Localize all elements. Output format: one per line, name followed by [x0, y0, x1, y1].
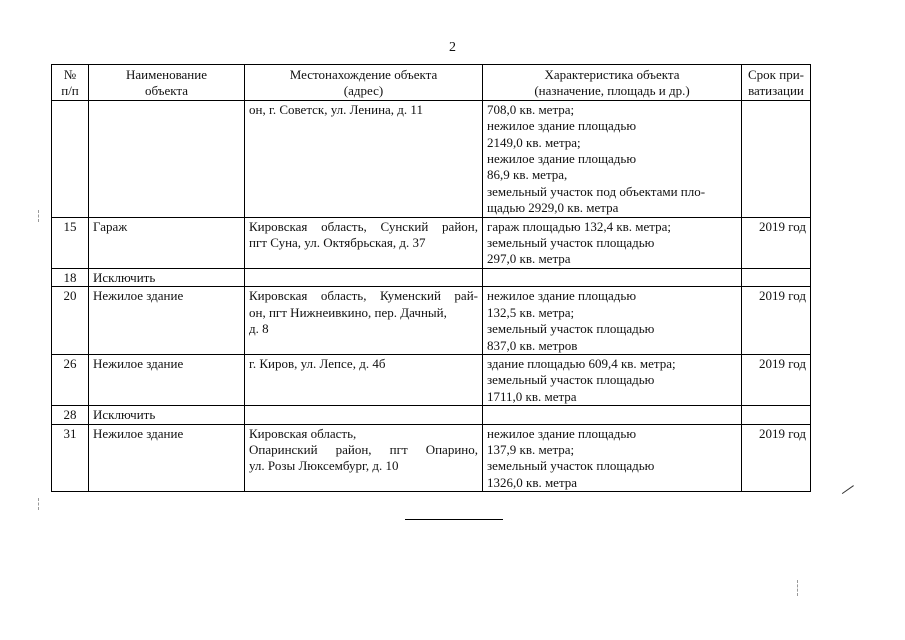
row-num: 18: [52, 268, 89, 286]
row-address: [245, 287, 483, 355]
row-name: Нежилое здание: [89, 287, 245, 355]
table-row: [52, 268, 811, 286]
header-num-line-1: №: [63, 67, 77, 82]
table-row: [52, 424, 811, 492]
row-term: [742, 406, 811, 424]
table-row: [52, 354, 811, 405]
table-row: [52, 406, 811, 424]
row-characteristics: [483, 354, 742, 405]
header-name: [89, 65, 245, 101]
row-characteristics: [483, 406, 742, 424]
table-row: [52, 217, 811, 268]
characteristics-line: 1711,0 кв. метра: [487, 388, 577, 404]
header-name-line-2: объекта: [144, 83, 189, 99]
header-term: [742, 65, 811, 101]
row-num: 26: [52, 354, 89, 405]
row-name: [89, 100, 245, 217]
table-row: [52, 287, 811, 355]
row-characteristics: [483, 100, 742, 217]
row-num: 15: [52, 217, 89, 268]
characteristics-line: 297,0 кв. метра: [487, 251, 571, 267]
scan-mark: [38, 498, 39, 510]
characteristics-line: земельный участок под объектами пло-: [487, 183, 706, 199]
footer-separator-line: [405, 519, 503, 520]
characteristics-line: щадью 2929,0 кв. метра: [487, 200, 619, 216]
row-name: Гараж: [89, 217, 245, 268]
characteristics-line: земельный участок площадью: [487, 458, 655, 474]
header-address-line-1: Местонахождение объекта: [289, 67, 438, 82]
row-name: Исключить: [89, 268, 245, 286]
row-term: 2019 год: [742, 287, 811, 355]
row-term: [742, 100, 811, 217]
privatization-objects-table: [51, 64, 811, 492]
header-num: [52, 65, 89, 101]
row-address: [245, 217, 483, 268]
header-term-line-1: Срок при-: [748, 67, 804, 82]
row-num: 20: [52, 287, 89, 355]
row-term: 2019 год: [742, 217, 811, 268]
address-line: Кировская область, Куменский рай-: [249, 288, 478, 304]
characteristics-line: нежилое здание площадью: [487, 288, 637, 304]
header-term-line-2: ватизации: [748, 83, 804, 99]
header-characteristics-line-1: Характеристика объекта: [544, 67, 680, 82]
address-line: пгт Суна, ул. Октябрьская, д. 37: [249, 235, 426, 251]
table-header-row: [52, 65, 811, 101]
characteristics-line: 132,5 кв. метра;: [487, 304, 575, 320]
row-address: [245, 406, 483, 424]
characteristics-line: 137,9 кв. метра;: [487, 441, 575, 457]
header-characteristics-line-2: (назначение, площадь и др.): [534, 83, 690, 99]
row-address: [245, 354, 483, 405]
header-address-line-2: (адрес): [343, 83, 384, 99]
row-address: [245, 100, 483, 217]
table-row: [52, 100, 811, 217]
row-name: Исключить: [89, 406, 245, 424]
row-address: [245, 268, 483, 286]
header-characteristics: [483, 65, 742, 101]
scan-mark: [38, 210, 39, 222]
characteristics-line: 1326,0 кв. метра: [487, 474, 578, 490]
characteristics-line: 2149,0 кв. метра;: [487, 134, 581, 150]
row-term: 2019 год: [742, 354, 811, 405]
header-address: [245, 65, 483, 101]
scan-mark: [797, 580, 798, 596]
characteristics-line: 837,0 кв. метров: [487, 337, 578, 353]
row-characteristics: [483, 287, 742, 355]
row-term: [742, 268, 811, 286]
characteristics-line: земельный участок площадью: [487, 372, 655, 388]
row-name: Нежилое здание: [89, 424, 245, 492]
table-body: [52, 100, 811, 491]
row-characteristics: [483, 217, 742, 268]
address-line: он, пгт Нижнеивкино, пер. Дачный,: [249, 304, 447, 320]
page-number: 2: [449, 40, 456, 55]
row-num: 31: [52, 424, 89, 492]
row-term: 2019 год: [742, 424, 811, 492]
address-line: Кировская область, Сунский район,: [249, 218, 478, 234]
characteristics-line: нежилое здание площадью: [487, 118, 637, 134]
row-num: [52, 100, 89, 217]
address-line: д. 8: [249, 321, 269, 337]
pen-stroke-mark: [836, 477, 854, 494]
header-num-line-2: п/п: [61, 83, 79, 99]
characteristics-line: земельный участок площадью: [487, 321, 655, 337]
characteristics-line: земельный участок площадью: [487, 235, 655, 251]
address-line: он, г. Советск, ул. Ленина, д. 11: [249, 101, 423, 117]
row-name: Нежилое здание: [89, 354, 245, 405]
row-characteristics: [483, 424, 742, 492]
address-line: г. Киров, ул. Лепсе, д. 4б: [249, 355, 386, 371]
header-name-line-1: Наименование: [126, 67, 207, 82]
characteristics-line: нежилое здание площадью: [487, 151, 637, 167]
characteristics-line: 708,0 кв. метра;: [487, 101, 575, 117]
characteristics-line: гараж площадью 132,4 кв. метра;: [487, 218, 672, 234]
characteristics-line: 86,9 кв. метра,: [487, 167, 568, 183]
row-address: [245, 424, 483, 492]
address-line: ул. Розы Люксембург, д. 10: [249, 458, 399, 474]
row-num: 28: [52, 406, 89, 424]
address-line: Опаринский район, пгт Опарино,: [249, 441, 478, 457]
address-line: Кировская область,: [249, 425, 357, 441]
characteristics-line: здание площадью 609,4 кв. метра;: [487, 355, 676, 371]
row-characteristics: [483, 268, 742, 286]
characteristics-line: нежилое здание площадью: [487, 425, 637, 441]
